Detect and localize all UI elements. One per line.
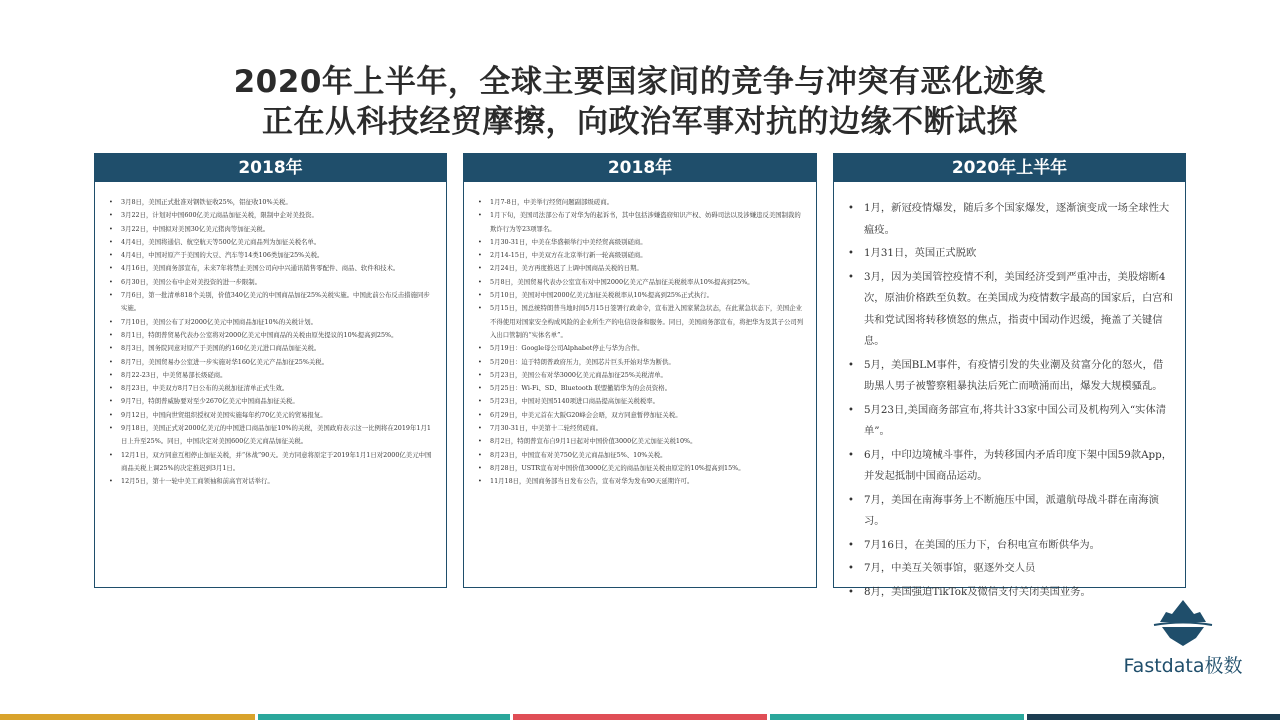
- iceberg-icon: [1148, 598, 1218, 648]
- panel-header: 2018年: [464, 154, 816, 182]
- event-item: • 8月3日，国务院同意对原产于美国的约160亿美元进口商品加征关税。: [109, 342, 434, 355]
- event-item: • 5月15日，国总统特朗普当地时间5月15日签署行政命令，宣布进入国家紧急状态，在此紧急状态下，美国企业不得使用对国家安全构成风险的企业所生产的电信设备和服务。同日，美国商务部宣布，将把华为及其子公司列入出口管制的“实体名单”。: [478, 302, 804, 342]
- event-item: • 7月，美国在南海事务上不断施压中国，派遣航母战斗群在南海演习。: [848, 490, 1173, 533]
- event-item: • 1月30-31日，中美在华盛顿举行中美经贸高级别磋商。: [478, 236, 804, 249]
- event-item: • 7月10日，美国公布了对2000亿美元中国商品加征10%的关税计划。: [109, 316, 434, 329]
- event-item: • 5月20日：迫于特朗普政府压力，美国芯片巨头开始对华为断供。: [478, 356, 804, 369]
- bar-segment: [258, 714, 510, 720]
- panel-header: 2018年: [95, 154, 446, 182]
- event-item: • 8月23日，中美双方8月7日公布的关税加征清单正式生效。: [109, 382, 434, 395]
- event-item: • 9月7日，特朗普威胁要对至少2670亿美元中国商品加征关税。: [109, 395, 434, 408]
- event-item: • 7月6日，第一批清单818个关别，价值340亿美元的中国商品加征25%关税实施。中国此前公布反击措施同步实施。: [109, 289, 434, 316]
- event-item: • 5月23日,美国商务部宣布,将共计33家中国公司及机构列入“实体清单”。: [848, 400, 1173, 443]
- bar-segment: [0, 714, 255, 720]
- event-item: • 8月2日，特朗普宣布自9月1日起对中国价值3000亿美元加征关税10%。: [478, 435, 804, 448]
- event-item: • 1月31日，英国正式脱欧: [848, 243, 1173, 265]
- brand-name: Fastdata极数: [1123, 655, 1243, 677]
- event-item: • 2月14-15日，中美双方在北京举行新一轮高级别磋商。: [478, 249, 804, 262]
- event-item: • 5月23日，中国对美国5140项进口商品提高加征关税税率。: [478, 395, 804, 408]
- event-item: • 9月18日，美国正式对2000亿美元的中国进口商品加征10%的关税，美国政府表示这一比例将在2019年1月1日上升至25%。同日，中国决定对美国600亿美元商品加征关税。: [109, 422, 434, 449]
- event-item: • 6月29日，中美元首在大阪G20峰会会晤，双方同意暂停加征关税。: [478, 409, 804, 422]
- event-item: • 4月4日，中国对原产于美国的大豆、汽车等14类106类加征25%关税。: [109, 249, 434, 262]
- event-item: • 5月25日：Wi-Fi、SD、Bluetooth 联盟撤销华为的会员资格。: [478, 382, 804, 395]
- event-item: • 3月22日，计划对中国600亿美元商品加征关税，限制中企对美投资。: [109, 209, 434, 222]
- title-line-1: 2020年上半年，全球主要国家间的竞争与冲突有恶化迹象: [233, 64, 1047, 100]
- event-list: [834, 182, 1185, 603]
- event-item: • 8月22-23日，中美贸易部长级磋商。: [109, 369, 434, 382]
- panel-2020-h1: [833, 153, 1186, 598]
- event-item: • 8月28日，USTR宣布对中国价值3000亿美元的商品加征关税由原定的10%提高到15%。: [478, 462, 804, 475]
- event-item: • 7月30-31日，中美第十二轮经贸磋商。: [478, 422, 804, 435]
- event-item: • 11月18日，美国商务部当日发布公告，宣布对华为发布90天延期许可。: [478, 475, 804, 488]
- event-item: • 2月24日，美方再度推迟了上调中国商品关税的日期。: [478, 262, 804, 275]
- event-list: [464, 182, 816, 489]
- event-item: • 8月23日，中国宣布对美750亿美元商品加征5%、10%关税。: [478, 449, 804, 462]
- event-item: • 8月，美国强迫TikTok及微信支付关闭美国业务。: [848, 582, 1173, 604]
- event-item: • 1月，新冠疫情爆发，随后多个国家爆发，逐渐演变成一场全球性大瘟疫。: [848, 198, 1173, 241]
- event-item: • 8月7日，美国贸易办公室进一步实施对华160亿美元产品加征25%关税。: [109, 356, 434, 369]
- event-item: • 8月1日，特朗普贸易代表办公室将对2000亿美元中国商品的关税由原先提议的10%提高到25%。: [109, 329, 434, 342]
- event-item: • 5月23日，美国公布对华3000亿美元商品加征25%关税清单。: [478, 369, 804, 382]
- event-item: • 5月，美国BLM事件，有疫情引发的失业潮及贫富分化的怒火，借助黑人男子被警察粗暴执法后死亡而喷涌而出，爆发大规模骚乱。: [848, 355, 1173, 398]
- event-item: • 1月下旬，美国司法部公布了对华为的起诉书，其中包括涉嫌盗窃知识产权、妨碍司法以及涉嫌违反美国制裁的欺诈行为等23项罪名。: [478, 209, 804, 236]
- page-title: [0, 62, 1280, 142]
- event-item: • 12月5日，第十一轮中美工商领袖和前高官对话举行。: [109, 475, 434, 488]
- bar-segment: [1027, 714, 1280, 720]
- event-item: • 9月12日，中国向世贸组织授权对美国实施每年约70亿美元的贸易报复。: [109, 409, 434, 422]
- event-item: • 5月10日，美国对中国2000亿美元加征关税税率从10%提高到25%正式执行。: [478, 289, 804, 302]
- event-item: • 12月1日，双方同意互相停止加征关税，并“休战”90天。美方同意将原定于2019年1月1日对2000亿美元中国商品关税上调25%的决定推迟到3月1日。: [109, 449, 434, 476]
- event-item: • 3月22日，中国拟对美国30亿美元猪肉等加征关税。: [109, 223, 434, 236]
- event-item: • 3月，因为美国管控疫情不利，美国经济受到严重冲击，美股熔断4次，原油价格跌至负数。在美国成为疫情数字最高的国家后，白宫和共和党试图将转移愤怒的焦点，指责中国动作迟缓，掩盖了关键信息。: [848, 267, 1173, 353]
- event-item: • 4月16日，美国商务部宣布，未来7年将禁止美国公司向中兴通讯销售零配件、商品、软件和技术。: [109, 262, 434, 275]
- brand-logo: [1108, 598, 1258, 678]
- event-item: • 7月16日，在美国的压力下，台积电宣布断供华为。: [848, 535, 1173, 557]
- event-item: • 5月19日：Google母公司Alphabet停止与华为合作。: [478, 342, 804, 355]
- event-item: • 6月30日，美国公布中企对美投资的进一步限制。: [109, 276, 434, 289]
- panel-2018-a: [94, 153, 447, 588]
- event-item: • 1月7-8日，中美举行经贸问题副部级磋商。: [478, 196, 804, 209]
- event-list: [95, 182, 446, 489]
- event-item: • 6月，中印边境械斗事件，为转移国内矛盾印度下架中国59款App，并发起抵制中国商品运动。: [848, 445, 1173, 488]
- panel-2018-b: [463, 153, 817, 588]
- event-item: • 3月8日，美国正式批准对钢铁征收25%，铝征收10%关税。: [109, 196, 434, 209]
- event-item: • 4月4日，美国将通信、航空航天等500亿美元商品列为加征关税名单。: [109, 236, 434, 249]
- panel-header: 2020年上半年: [834, 154, 1185, 182]
- bar-segment: [513, 714, 767, 720]
- title-line-2: 正在从科技经贸摩擦，向政治军事对抗的边缘不断试探: [262, 104, 1018, 140]
- bar-segment: [770, 714, 1024, 720]
- event-item: • 5月8日，美国贸易代表办公室宣布对中国2000亿美元产品加征关税税率从10%提高到25%。: [478, 276, 804, 289]
- event-item: • 7月，中美互关领事馆，驱逐外交人员: [848, 558, 1173, 580]
- bottom-color-bar: [0, 714, 1280, 720]
